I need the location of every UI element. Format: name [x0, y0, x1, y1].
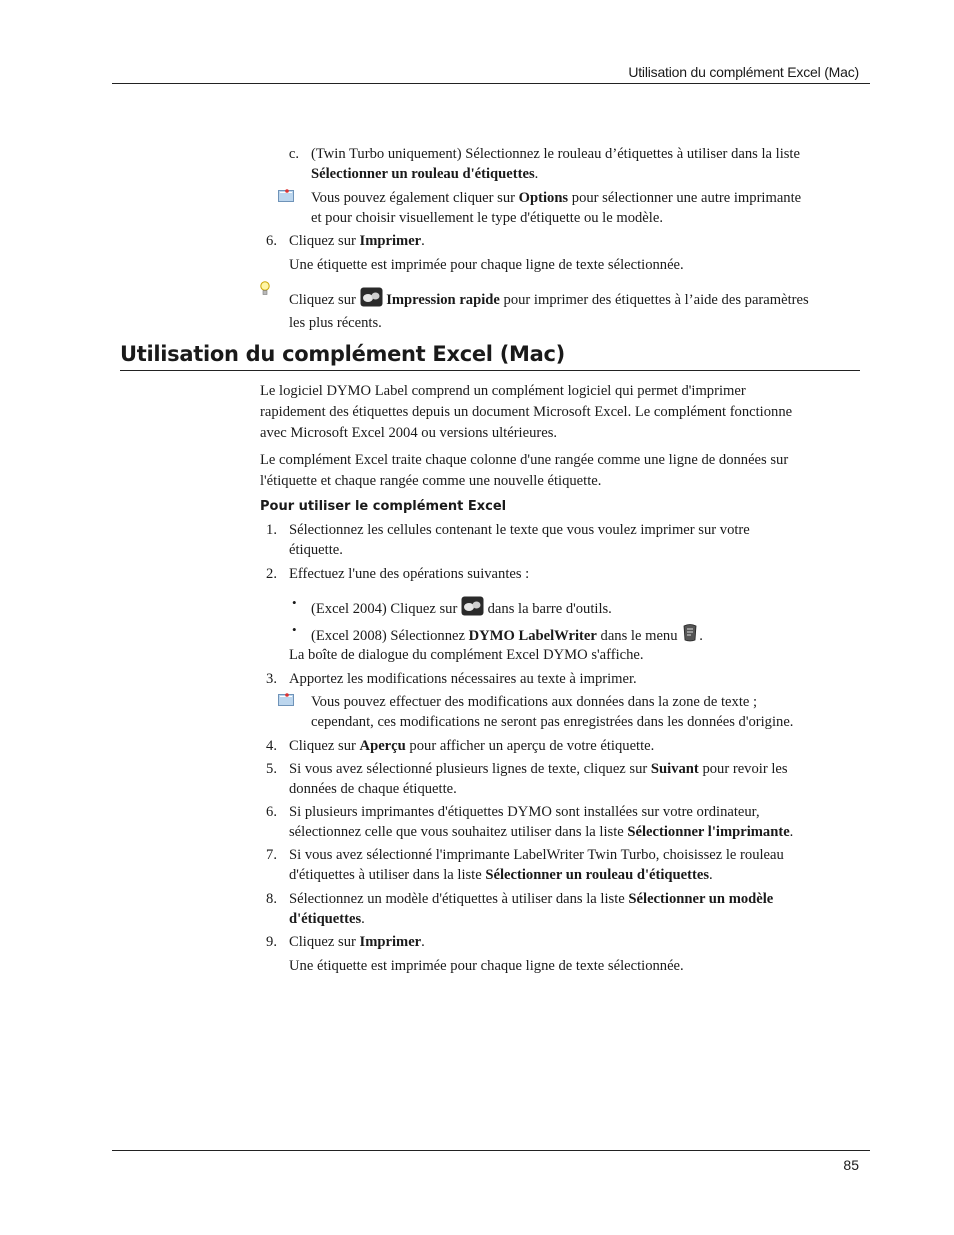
step-text: Cliquez sur Aperçu pour afficher un aperçu de votre étiquette. [289, 738, 655, 754]
script-menu-icon [681, 623, 699, 649]
lightbulb-icon [260, 281, 270, 303]
step-number: 2. [266, 566, 277, 582]
step-number: 9. [266, 934, 277, 950]
step-c-text: (Twin Turbo uniquement) Sélectionnez le rouleau d’étiquettes à utiliser dans la liste Sélectionner un rouleau d'étiquettes. [311, 146, 800, 182]
step-text: Cliquez sur Imprimer. [289, 934, 425, 950]
step-text: Cliquez sur Imprimer. [289, 233, 425, 249]
tip-text: Cliquez sur Impression rapide pour imprimer des étiquettes à l’aide des paramètres les plus récents. [289, 287, 869, 333]
section-heading: Utilisation du complément Excel (Mac) [120, 342, 565, 366]
note-text: Vous pouvez effectuer des modifications aux données dans la zone de texte ; cependant, ces modifications ne seront pas enregistrées dans les données d'origine. [311, 694, 794, 730]
procedure-title: Pour utiliser le complément Excel [260, 499, 507, 514]
footer-rule [112, 1150, 870, 1151]
step-result: Une étiquette est imprimée pour chaque ligne de texte sélectionnée. [289, 958, 684, 974]
bullet-text: (Excel 2008) Sélectionnez DYMO LabelWriter dans le menu . [311, 623, 871, 649]
step-result: La boîte de dialogue du complément Excel DYMO s'affiche. [289, 647, 644, 663]
step-text: Apportez les modifications nécessaires au texte à imprimer. [289, 671, 637, 687]
step-text: Si plusieurs imprimantes d'étiquettes DYMO sont installées sur votre ordinateur, sélectionnez celle que vous souhaitez utiliser dans la liste Sélectionner l'imprimante. [289, 804, 794, 840]
page-number: 85 [843, 1157, 859, 1173]
note-text: Vous pouvez également cliquer sur Options pour sélectionner une autre imprimante et pour choisir visuellement le type d'étiquette ou le modèle. [311, 190, 802, 226]
description-paragraph: Le complément Excel traite chaque colonne d'une rangée comme une ligne de données sur l'étiquette et chaque rangée comme une nouvelle étiquette. [260, 452, 789, 489]
bullet: • [292, 622, 297, 637]
step-number: 6. [266, 804, 277, 820]
step-number: 3. [266, 671, 277, 687]
step-text: Sélectionnez un modèle d'étiquettes à utiliser dans la liste Sélectionner un modèle d'étiquettes. [289, 891, 774, 927]
step-text: Si vous avez sélectionné l'imprimante LabelWriter Twin Turbo, choisissez le rouleau d'étiquettes à utiliser dans la liste Sélectionner un rouleau d'étiquettes. [289, 847, 784, 883]
bullet: • [292, 595, 297, 610]
note-icon [278, 188, 294, 208]
step-text: Sélectionnez les cellules contenant le texte que vous voulez imprimer sur votre étiquette. [289, 522, 750, 558]
step-number: 7. [266, 847, 277, 863]
step-marker: c. [288, 146, 299, 162]
dymo-toolbar-icon [461, 596, 484, 622]
step-number: 1. [266, 522, 277, 538]
heading-rule [120, 370, 860, 371]
step-number: 4. [266, 738, 277, 754]
intro-paragraph: Le logiciel DYMO Label comprend un complément logiciel qui permet d'imprimer rapidement des étiquettes depuis un document Microsoft Excel. Le complément fonctionne avec Microsoft Excel 2004 ou versions ultérieures. [260, 383, 793, 441]
step-text: Effectuez l'une des opérations suivantes : [289, 566, 530, 582]
step-text: Si vous avez sélectionné plusieurs lignes de texte, cliquez sur Suivant pour revoir les données de chaque étiquette. [289, 761, 788, 797]
running-header: Utilisation du complément Excel (Mac) [628, 64, 859, 80]
note-icon [278, 692, 294, 712]
header-rule [112, 83, 870, 84]
step-number: 5. [266, 761, 277, 777]
step-result: Une étiquette est imprimée pour chaque ligne de texte sélectionnée. [289, 257, 684, 273]
step-number: 8. [266, 891, 277, 907]
bullet-text: (Excel 2004) Cliquez sur dans la barre d'outils. [311, 596, 871, 622]
step-number: 6. [266, 233, 277, 249]
quick-print-icon [360, 287, 383, 313]
